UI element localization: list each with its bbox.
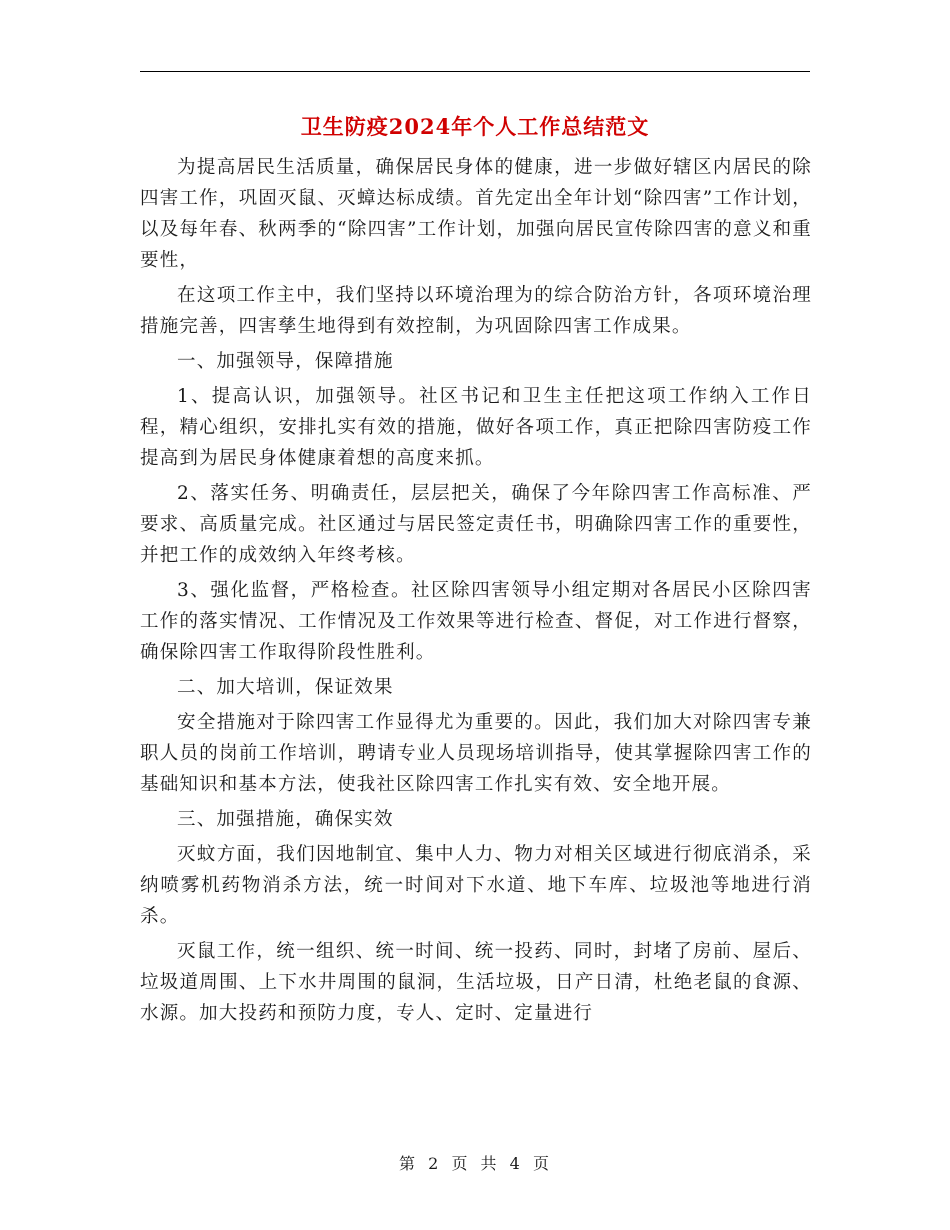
page-footer	[0, 1152, 950, 1176]
paragraph-1-1: 1、提高认识，加强领导。社区书记和卫生主任把这项工作纳入工作日程，精心组织，安排扎实有效的措施，做好各项工作，真正把除四害防疫工作提高到为居民身体健康着想的高度来抓。	[140, 386, 812, 469]
paragraph-mosquito: 灭蚊方面，我们因地制宜、集中人力、物力对相关区域进行彻底消杀，采纳喷雾机药物消杀方法，统一时间对下水道、地下车库、垃圾池等地进行消杀。	[140, 844, 812, 927]
section-heading-1: 一、加强领导，保障措施	[177, 351, 394, 372]
paragraph-intro: 为提高居民生活质量，确保居民身体的健康，进一步做好辖区内居民的除四害工作，巩固灭鼠、灭蟑达标成绩。首先定出全年计划“除四害”工作计划，以及每年春、秋两季的“除四害”工作计划，加强向居民宣传除四害的意义和重要性，	[140, 157, 812, 271]
paragraph-1-3: 3、强化监督，严格检查。社区除四害领导小组定期对各居民小区除四害工作的落实情况、工作情况及工作效果等进行检查、督促，对工作进行督察，确保除四害工作取得阶段性胜利。	[140, 580, 812, 663]
footer-total-unit: 页	[532, 1154, 551, 1173]
paragraph-1-2: 2、落实任务、明确责任，层层把关，确保了今年除四害工作高标准、严要求、高质量完成。社区通过与居民签定责任书，明确除四害工作的重要性，并把工作的成效纳入年终考核。	[140, 483, 812, 566]
footer-page-number: 2	[428, 1154, 441, 1173]
footer-page-prefix: 第	[399, 1154, 418, 1173]
footer-total-prefix: 共	[480, 1154, 499, 1173]
header-rule	[140, 71, 810, 72]
section-heading-3: 三、加强措施，确保实效	[177, 809, 394, 830]
section-heading-2: 二、加大培训，保证效果	[177, 677, 394, 698]
document-title: 卫生防疫2024年个人工作总结范文	[300, 114, 650, 139]
paragraph-training: 安全措施对于除四害工作显得尤为重要的。因此，我们加大对除四害专兼职人员的岗前工作培训，聘请专业人员现场培训指导，使其掌握除四害工作的基础知识和基本方法，使我社区除四害工作扎实有效、安全地开展。	[140, 712, 812, 795]
document-body	[140, 152, 812, 1033]
paragraph-rodent: 灭鼠工作，统一组织、统一时间、统一投药、同时，封堵了房前、屋后、垃圾道周围、上下水井周围的鼠洞，生活垃圾，日产日清，杜绝老鼠的食源、水源。加大投药和预防力度，专人、定时、定量进行	[140, 941, 812, 1024]
paragraph-approach: 在这项工作主中，我们坚持以环境治理为的综合防治方针，各项环境治理措施完善，四害孳生地得到有效控制，为巩固除四害工作成果。	[140, 285, 812, 337]
footer-page-unit: 页	[451, 1154, 470, 1173]
footer-total-pages: 4	[509, 1154, 522, 1173]
